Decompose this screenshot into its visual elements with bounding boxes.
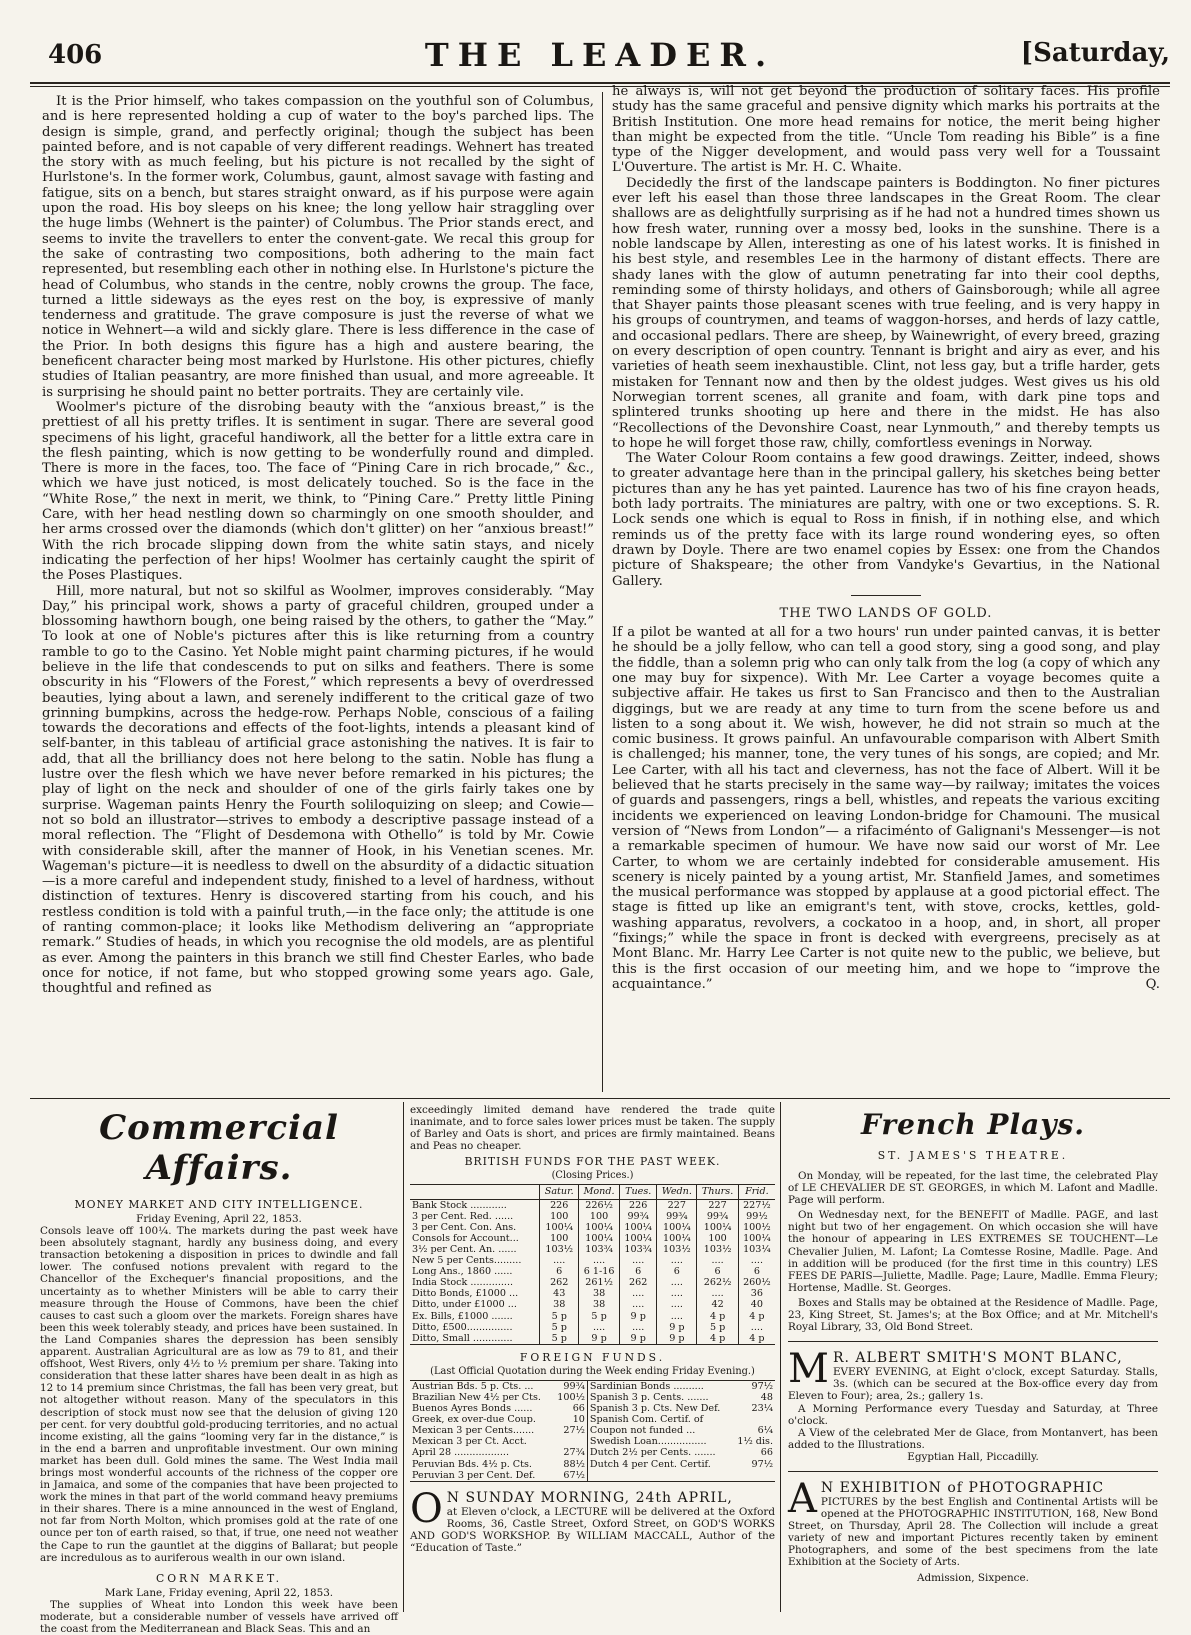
mont-blanc-advert bbox=[788, 1346, 1158, 1463]
foreign-fund-name: Greek, ex over-due Coup. bbox=[412, 1414, 536, 1426]
fund-price: 227 bbox=[657, 1199, 697, 1211]
fund-price: .... bbox=[738, 1322, 775, 1333]
foreign-fund-price: 10 bbox=[553, 1414, 588, 1425]
british-funds-body bbox=[410, 1199, 775, 1344]
fund-price: .... bbox=[657, 1311, 697, 1322]
notice-paragraph: On Wednesday next, for the BENEFIT of Madlle. PAGE, and last night but two of her engagement. On which occasion she will have the honour of appearing in LES EXTREMES SE TOUCHENT—Le Chevalier Julien, M. Lafont; La Comtesse Rosine, Madlle. Page. And in addition will be produced (for the first time in this country) LES FEES DE PARIS—Juliette, Madlle. Page; Laure, Madlle. Emma Fleury; Hortense, Madlle. St. Georges. bbox=[788, 1209, 1158, 1294]
foreign-fund-price: 67½ bbox=[553, 1470, 588, 1482]
fund-name: India Stock .............. bbox=[412, 1277, 514, 1289]
fund-price: 40 bbox=[738, 1299, 775, 1310]
fund-price: 100¼ bbox=[540, 1222, 579, 1233]
fund-price: 43 bbox=[540, 1288, 579, 1299]
foreign-fund-name: April 28 .................. bbox=[412, 1447, 509, 1459]
table-row bbox=[410, 1266, 775, 1277]
commercial-title: Commercial Affairs. bbox=[99, 1108, 339, 1188]
foreign-fund-name: Dutch 4 per Cent. Certif. bbox=[589, 1458, 711, 1470]
fund-price: 6 bbox=[657, 1266, 697, 1277]
fund-price: 226 bbox=[540, 1199, 579, 1211]
money-market-date: Friday Evening, April 22, 1853. bbox=[136, 1213, 302, 1225]
fund-name: Ditto Bonds, £1000 ... bbox=[412, 1288, 519, 1300]
fund-price: .... bbox=[738, 1255, 775, 1266]
table-row bbox=[410, 1199, 775, 1211]
table-header-cell: Mond. bbox=[579, 1185, 620, 1199]
fund-price: 6 bbox=[620, 1266, 657, 1277]
foreign-fund-price: 27½ bbox=[553, 1425, 588, 1436]
fund-name: New 5 per Cents......... bbox=[412, 1255, 522, 1267]
notice-paragraph: On Monday, will be repeated, for the last time, the celebrated Play of LE CHEVALIER DE ST. GEORGES, in which M. Lafont and Madlle. Page will perform. bbox=[788, 1170, 1158, 1207]
table-row bbox=[410, 1322, 775, 1333]
section-text: If a pilot be wanted at all for a two hours' run under painted canvas, it is better he should be a jolly fellow, who can tell a good story, sing a good song, and play the fiddle, than a solemn prig who can only talk from the log (a copy of which any one may buy for sixpence). With Mr. Lee Carter a voyage becomes quite a subjective affair. He takes us first to San Francisco and then to the Australian diggings, but we are ready at any time to turn from the scene before us and listen to a song about it. We wish, however, he did not strain so much at the comic business. It grows painful. An unfavourable comparison with Albert Smith is challenged; his manner, tone, the very tunes of his songs, are copied; and Mr. Lee Carter, with all his tact and cleverness, has not the face of Albert. Will it be believed that he starts precisely in the same way—by railway; imitates the voices of guards and passengers, rings a bell, whistles, and repeats the various exciting incidents we experienced on leaving London-bridge for Chamouni. The musical version of “News from London”— a rifaciménto of Galignani's Messenger—is not a remarkable specimen of humour. We have now said our worst of Mr. Lee Carter, to whom we are certainly indebted for considerable amusement. His scenery is nicely painted by a young artist, Mr. Stanfield James, and sometimes the musical performance was stopped by applause at a good pictorial effect. The stage is fitted up like an emigrant's tent, with stove, crocks, kettles, gold-washing apparatus, revolvers, a cockatoo in a hoop, and, in short, all proper “fixings;” while the space in front is decked with evergreens, precisely as at Mont Blanc. Mr. Harry Lee Carter is not quite new to the public, we believe, but this is the first occasion of our meeting him, and we hope to “improve the acquaintance.” bbox=[612, 625, 1160, 992]
fund-price: 261½ bbox=[579, 1277, 620, 1288]
fund-price: .... bbox=[620, 1322, 657, 1333]
fund-price: .... bbox=[620, 1255, 657, 1266]
foreign-fund-price: 99¾ bbox=[553, 1380, 588, 1392]
section-rule bbox=[851, 595, 921, 596]
fund-price: 4 p bbox=[697, 1333, 738, 1345]
fund-price: 100¼ bbox=[657, 1222, 697, 1233]
advert-text: A View of the celebrated Mer de Glace, from Montanvert, has been added to the Illustrations. bbox=[788, 1426, 1158, 1451]
table-header-cell: Frid. bbox=[738, 1185, 775, 1199]
fund-price: 100 bbox=[540, 1233, 579, 1244]
fund-price: 38 bbox=[540, 1299, 579, 1310]
fund-price: 227 bbox=[697, 1199, 738, 1211]
fund-name: 3½ per Cent. An. ...... bbox=[412, 1243, 517, 1255]
advert-initial: M bbox=[788, 1346, 829, 1393]
fund-price: .... bbox=[697, 1255, 738, 1266]
foreign-fund-price: 27¾ bbox=[553, 1447, 588, 1458]
table-row bbox=[410, 1459, 775, 1470]
fund-name: Bank Stock ............ bbox=[412, 1199, 507, 1211]
fund-price: 100¼ bbox=[697, 1222, 738, 1233]
commercial-column bbox=[40, 1104, 398, 1635]
foreign-fund-price: 97½ bbox=[751, 1380, 773, 1392]
money-market-body bbox=[40, 1225, 398, 1564]
funds-column bbox=[410, 1104, 775, 1614]
fund-price: 262½ bbox=[697, 1277, 738, 1288]
french-plays-column bbox=[788, 1104, 1158, 1614]
foreign-funds-subtitle: (Last Official Quotation during the Week ending Friday Evening.) bbox=[430, 1365, 755, 1377]
fund-price: 100½ bbox=[738, 1222, 775, 1233]
fund-price: 99½ bbox=[738, 1211, 775, 1222]
fund-price: .... bbox=[620, 1288, 657, 1299]
foreign-fund-price: 66 bbox=[553, 1403, 588, 1414]
foreign-fund-name: Coupon not funded ... bbox=[589, 1425, 696, 1437]
foreign-fund-price bbox=[732, 1470, 775, 1482]
advert-text: EVERY EVENING, at Eight o'clock, except Saturday. Stalls, 3s. (which can be secured at the Box-office every day from Eleven to Four); area, 2s.; gallery 1s. bbox=[788, 1366, 1158, 1403]
table-row bbox=[410, 1447, 775, 1458]
fund-price: 36 bbox=[738, 1288, 775, 1299]
table-row bbox=[410, 1311, 775, 1322]
foreign-fund-name: Brazilian New 4½ per Cts. bbox=[412, 1391, 541, 1403]
british-funds-subtitle: (Closing Prices.) bbox=[551, 1170, 634, 1182]
column-divider bbox=[403, 1102, 404, 1612]
fund-price: 262 bbox=[620, 1277, 657, 1288]
fund-price: 9 p bbox=[657, 1333, 697, 1345]
table-header-row bbox=[410, 1185, 775, 1199]
fund-price: .... bbox=[579, 1255, 620, 1266]
foreign-fund-price: 66 bbox=[760, 1447, 773, 1459]
fund-price: 6 bbox=[738, 1266, 775, 1277]
advert-rule bbox=[788, 1471, 1158, 1472]
fund-price: .... bbox=[579, 1322, 620, 1333]
fund-price: 9 p bbox=[657, 1322, 697, 1333]
signature: Q. bbox=[1145, 976, 1160, 992]
lecture-initial: O bbox=[410, 1485, 443, 1532]
advert-admission: Admission, Sixpence. bbox=[917, 1571, 1029, 1584]
fund-price: 99¾ bbox=[657, 1211, 697, 1222]
foreign-fund-name: Mexican 3 per Cents....... bbox=[412, 1425, 535, 1437]
advert-initial: A bbox=[788, 1475, 817, 1522]
fund-name: Long Ans., 1860 ...... bbox=[412, 1266, 513, 1278]
table-row bbox=[410, 1425, 775, 1436]
fund-price: 99¾ bbox=[697, 1211, 738, 1222]
article-paragraph: The Water Colour Room contains a few good drawings. Zeitter, indeed, shows to greater advantage here than in the principal gallery, his sketches being better pictures than any he has yet painted. Laurence has two of his fine crayon heads, both lady portraits. The miniatures are paltry, with one or two exceptions. S. R. Lock sends one which is equal to Ross in finish, if in nothing else, and which reminds us of the pretty face with its large round wondering eyes, so often drawn by Doyle. There are two enamel copies by Essex: one from the Chandos picture of Shakspeare; the other from Vandyke's Gevartius, in the National Gallery. bbox=[612, 451, 1160, 589]
fund-name: Ditto, under £1000 ... bbox=[412, 1299, 517, 1311]
article-right-column bbox=[612, 84, 1160, 1094]
corn-market-date: Mark Lane, Friday evening, April 22, 1853. bbox=[104, 1586, 334, 1599]
fund-price: 100¼ bbox=[738, 1233, 775, 1244]
foreign-funds-table bbox=[410, 1380, 775, 1482]
fund-price: .... bbox=[620, 1299, 657, 1310]
fund-price: .... bbox=[657, 1288, 697, 1299]
money-market-title: MONEY MARKET AND CITY INTELLIGENCE. bbox=[74, 1198, 364, 1211]
fund-price: 5 p bbox=[697, 1322, 738, 1333]
table-row bbox=[410, 1333, 775, 1345]
advert-text: PICTURES by the best English and Continental Artists will be opened at the PHOTOGRAPHIC INSTITUTION, 168, New Bond Street, on Thursday, April 28. The Collection will include a great variety of new and important Pictures recently taken by eminent Photographers, and some of the best specimens from the late Exhibition at the Society of Arts. bbox=[788, 1495, 1158, 1569]
fund-name: 3 per Cent. Con. Ans. bbox=[412, 1221, 517, 1233]
french-plays-title: French Plays. bbox=[860, 1108, 1086, 1141]
fund-price: 42 bbox=[697, 1299, 738, 1310]
table-row bbox=[410, 1436, 775, 1447]
section-title: THE TWO LANDS OF GOLD. bbox=[779, 605, 993, 621]
fund-price: 4 p bbox=[738, 1311, 775, 1322]
foreign-fund-name: Mexican 3 per Ct. Acct. bbox=[412, 1436, 527, 1448]
masthead bbox=[30, 36, 1170, 80]
article-paragraph: Decidedly the first of the landscape painters is Boddington. No finer pictures ever left his easel than those three landscapes in the Great Room. The clear shallows are as delightfully surprising as if he had not a hundred times shown us how fresh water, running over a mossy bed, looks in the sunshine. There is a noble landscape by Allen, interesting as one of his latest works. It is finished in his best style, and resembles Lee in the harmony of distant effects. There are shady lanes with the glow of autumn penetrating far into their cool depths, reminding some of thirsty holidays, and others of Gainsborough; while all agree that Shayer paints those pleasant scenes with true feeling, and is very happy in his groups of countrymen, and teams of waggon-horses, and herds of lazy cattle, and occasional pedlars. There are sheep, by Wainewright, of every breed, grazing on every description of open country. Tennant is bright and airy as ever, and his varieties of heath seem inexhaustible. Clint, not less gay, but a trifle harder, gets mistaken for Tennant now and then by the oldest judges. West gives us his old Norwegian torrent scenes, all granite and foam, with dark pine tops and splintered trunks shooting up here and there in the midst. He has also “Recollections of the Devonshire Coast, near Lynmouth,” and thereby tempts us to hope he will forget those raw, chilly, comfortless evenings in Norway. bbox=[612, 175, 1160, 451]
corn-market-body bbox=[40, 1599, 398, 1635]
table-row bbox=[410, 1403, 775, 1414]
table-row bbox=[410, 1211, 775, 1222]
foreign-fund-price: 100½ bbox=[553, 1392, 588, 1403]
lecture-text: at Eleven o'clock, a LECTURE will be delivered at the Oxford Rooms, 36, Castle Street, Oxford Street, on GOD'S WORKS AND GOD'S WORKSHOP. By WILLIAM MACCALL, Author of the “Education of Taste.” bbox=[410, 1505, 775, 1554]
column-divider bbox=[780, 1102, 781, 1612]
foreign-fund-name: Austrian Bds. 5 p. Cts. ... bbox=[412, 1380, 534, 1392]
article-paragraph bbox=[612, 625, 1160, 992]
fund-price: 100¼ bbox=[579, 1222, 620, 1233]
foreign-fund-name bbox=[587, 1470, 732, 1482]
fund-price: .... bbox=[697, 1288, 738, 1299]
theatre-name: ST. JAMES'S THEATRE. bbox=[877, 1149, 1069, 1162]
foreign-fund-price: 97½ bbox=[751, 1458, 773, 1470]
foreign-fund-price: 6¼ bbox=[757, 1425, 773, 1437]
fund-price: .... bbox=[657, 1299, 697, 1310]
advert-heading: N EXHIBITION of PHOTOGRAPHIC bbox=[820, 1479, 1105, 1496]
fund-price: 5 p bbox=[579, 1311, 620, 1322]
fund-price: 103¾ bbox=[579, 1244, 620, 1255]
money-market-text: Consols leave off 100¼. The markets during the past week have been absolutely stagnant, hardly any business doing, and every transaction betokening a disposition in prices to dwindle and fall lower. The confused notions prevalent with regard to the Chancellor of the Exchequer's financial propositions, and the uncertainty as to whether Ministers will be able to carry their measure through the House of Commons, have been the chief causes to cast such a gloom over the markets. Foreign shares have been this week tolerably steady, and prices have been sustained. In the Land Companies shares the depression has been sensibly apparent. Australian Agricultural are as low as 79 to 81, and their offshoot, West Rivers, only 4½ to ½ premium per share. Taking into consideration that these latter shares have been dealt in as high as 12 to 14 premium since Christmas, the fall has been very great, but not altogether without reason. Many of the speculators in this description of stock must now see that the delusion of giving 120 per cent. for very doubtful gold-producing territories, and no actual income existing, all the gains “looming very far in the distance,” is in the end a barren and unprofitable investment. Our own mining market has been dull. Gold mines the same. The West India mail brings most wonderful accounts of the richness of the copper ore in Jamaica, and some of the companies that have been projected to work the mines in that part of the world command heavy premiums in their shares. There is a mine announced in the west of England, not far from North Molton, which promises gold at the rate of one ounce per ton of earth raised, so that, if true, one need not weather the Cape to run the gauntlet at the diggins of Ballarat; but people are incredulous as to auriferous wealth in our own island. bbox=[40, 1225, 398, 1564]
fund-price: .... bbox=[657, 1255, 697, 1266]
foreign-fund-price: 88½ bbox=[553, 1459, 588, 1470]
fund-price: 4 p bbox=[697, 1311, 738, 1322]
article-left-column bbox=[42, 94, 594, 1088]
notice-paragraph: Boxes and Stalls may be obtained at the Residence of Madlle. Page, 23, King Street, St. James's; at the Box Office; and at Mr. Mitchell's Royal Library, 33, Old Bond Street. bbox=[788, 1296, 1158, 1334]
foreign-fund-price bbox=[553, 1436, 588, 1447]
funds-intro-text: exceedingly limited demand have rendered the trade quite inanimate, and to force sales lower prices must be taken. The supply of Barley and Oats is short, and prices are firmly maintained. Beans and Peas no cheaper. bbox=[410, 1104, 775, 1153]
corn-market-title: CORN MARKET. bbox=[155, 1571, 283, 1585]
photographic-advert bbox=[788, 1475, 1158, 1584]
advert-place: Egyptian Hall, Piccadilly. bbox=[907, 1450, 1039, 1463]
lecture-advert bbox=[410, 1485, 775, 1554]
table-header-cell: Wedn. bbox=[657, 1185, 697, 1199]
fund-price: 38 bbox=[579, 1299, 620, 1310]
fund-price: 9 p bbox=[620, 1311, 657, 1322]
fund-price: 100¼ bbox=[579, 1233, 620, 1244]
fund-price: 227½ bbox=[738, 1199, 775, 1211]
corn-market-text: The supplies of Wheat into London this week have been moderate, but a considerable number of vessels have arrived off the coast from the Mediterranean and Black Seas. This and an bbox=[40, 1598, 398, 1635]
fund-name: Ex. Bills, £1000 ....... bbox=[412, 1310, 513, 1322]
article-paragraph: he always is, will not get beyond the production of solitary faces. His profile study has the same graceful and pensive dignity which marks his portraits at the British Institution. One more head remains for notice, the merit being higher than might be expected from the title. “Uncle Tom reading his Bible” is a fine type of the Nigger development, and would pass very well for a Toussaint L'Ouverture. The artist is Mr. H. C. Whaite. bbox=[612, 84, 1160, 176]
article-paragraph: It is the Prior himself, who takes compassion on the youthful son of Columbus, and is here represented holding a cup of water to the boy's parched lips. The design is simple, grand, and perfectly original; though the subject has been painted before, and is not capable of very different readings. Wehnert has treated the story with as much feeling, but his picture is not recalled by the sight of Hurlstone's. In the former work, Columbus, gaunt, almost savage with fasting and fatigue, sits on a bench, but stares straight onward, as if his purpose were again upon the road. His boy sleeps on his knee; the long yellow hair straggling over the huge limbs (Wehnert is the painter) of Columbus. The Prior stands erect, and seems to invite the travellers to enter the convent-gate. We recal this group for the sake of contrasting two compositions, both adhering to the main fact represented, but resembling each other in nothing else. In Hurlstone's picture the head of Columbus, who stands in the centre, nobly crowns the group. The face, turned a little sideways as the eyes rest on the boy, is expressive of manly tenderness and gratitude. The grave composure is just the reverse of what we notice in Wehnert—a wild and sickly glare. There is less difference in the case of the Prior. In both designs this figure has a high and austere bearing, the beneficent character being most marked by Hurlstone. His other pictures, chiefly studies of Italian peasantry, are more finished than usual, and more agreeable. It is surprising he should paint no better portraits. They are certainly vile. bbox=[42, 94, 594, 400]
fund-price: 103½ bbox=[540, 1244, 579, 1255]
lecture-heading: N SUNDAY MORNING, 24th APRIL, bbox=[446, 1489, 733, 1506]
fund-price: 262 bbox=[540, 1277, 579, 1288]
table-header-cell: Thurs. bbox=[697, 1185, 738, 1199]
foreign-fund-name: Spanish Com. Certif. of bbox=[589, 1414, 704, 1426]
table-row bbox=[410, 1299, 775, 1310]
fund-price: 5 p bbox=[540, 1311, 579, 1322]
foreign-fund-price: 48 bbox=[760, 1391, 773, 1403]
bottom-section-rule bbox=[30, 1098, 1170, 1099]
paper-title: THE LEADER. bbox=[424, 36, 776, 74]
fund-price: 103½ bbox=[697, 1244, 738, 1255]
foreign-fund-name: Spanish 3 p. Cts. New Def. bbox=[589, 1403, 721, 1415]
foreign-fund-name: Sardinian Bonds .......... bbox=[589, 1380, 704, 1392]
fund-price: 5 p bbox=[540, 1322, 579, 1333]
foreign-fund-name: Buenos Ayres Bonds ...... bbox=[412, 1403, 533, 1415]
table-header-cell: Tues. bbox=[620, 1185, 657, 1199]
theatre-notices bbox=[788, 1170, 1158, 1333]
table-row bbox=[410, 1288, 775, 1299]
table-row bbox=[410, 1233, 775, 1244]
table-header-cell: Satur. bbox=[540, 1185, 579, 1199]
article-paragraph: Hill, more natural, but not so skilful as Woolmer, improves considerably. “May Day,” his principal work, shows a party of graceful children, grouped under a blossoming hawthorn bough, one being raised by the others, to gather the “May.” To look at one of Noble's pictures after this is like returning from a country ramble to go to the Casino. Yet Noble might paint charming pictures, if he would believe in the life that condescends to put on silks and feathers. There is some obscurity in his “Flowers of the Forest,” which represents a bevy of overdressed beauties, lying about a lawn, and serenely indifferent to the critical gaze of two grinning bumpkins, across the hedge-row. Perhaps Noble, conscious of a failing towards the decorations and effects of the foot-lights, intends a pleasant kind of self-banter, in this tableau of artificial grace astonishing the natives. It is fair to add, that all the brilliancy does not here belong to the satin. Noble has flung a lustre over the flesh which we have never before remarked in his pictures; the play of light on the neck and shoulder of one of the girls fairly takes one by surprise. Wageman paints Henry the Fourth soliloquizing on sleep; and Cowie—not so bold an illustrator—strives to embody a descriptive passage instead of a moral reflection. The “Flight of Desdemona with Othello” is told by Mr. Cowie with considerable skill, after the manner of Hook, in his Venetian scenes. Mr. Wageman's picture—it is needless to dwell on the absurdity of a didactic situation—is a more careful and independent study, finished to a level of hardness, without distinction of textures. Henry is discovered starting from his couch, and his restless condition is told with a painful truth,—in the face only; the attitude is one of ranting common-place; it looks like Methodism delivering an “appropriate remark.” Studies of heads, in which you recognise the old models, are as plentiful as ever. Among the painters in this branch we still find Chester Earles, who bade once for notice, if not fame, but who stopped growing some years ago. Gale, thoughtful and refined as bbox=[42, 583, 594, 997]
fund-price: 100 bbox=[579, 1211, 620, 1222]
advert-text: A Morning Performance every Tuesday and Saturday, at Three o'clock. bbox=[788, 1402, 1158, 1427]
column-divider bbox=[602, 92, 603, 1092]
table-row bbox=[410, 1222, 775, 1233]
fund-price: 4 p bbox=[738, 1333, 775, 1345]
fund-price: .... bbox=[657, 1277, 697, 1288]
fund-price: 38 bbox=[579, 1288, 620, 1299]
fund-price: .... bbox=[540, 1255, 579, 1266]
fund-name: 3 per Cent. Red. ...... bbox=[412, 1210, 514, 1222]
fund-price: 100 bbox=[697, 1233, 738, 1244]
british-funds-title: BRITISH FUNDS FOR THE PAST WEEK. bbox=[464, 1155, 721, 1169]
fund-price: 100¼ bbox=[620, 1222, 657, 1233]
foreign-fund-price: 23¼ bbox=[751, 1403, 773, 1415]
fund-price: 103½ bbox=[657, 1244, 697, 1255]
fund-price: 260½ bbox=[738, 1277, 775, 1288]
fund-price: 6 1-16 bbox=[579, 1266, 620, 1277]
table-header-cell bbox=[410, 1185, 540, 1199]
table-row bbox=[410, 1244, 775, 1255]
foreign-fund-name: Peruvian Bds. 4½ p. Cts. bbox=[412, 1458, 532, 1470]
fund-name: Ditto, £500............... bbox=[412, 1321, 513, 1333]
fund-price: 6 bbox=[697, 1266, 738, 1277]
fund-price: 100¼ bbox=[657, 1233, 697, 1244]
fund-price: 103¾ bbox=[620, 1244, 657, 1255]
fund-price: 9 p bbox=[579, 1333, 620, 1345]
page-number: 406 bbox=[48, 40, 103, 70]
advert-rule bbox=[788, 1341, 1158, 1342]
table-row bbox=[410, 1414, 775, 1425]
foreign-funds-body bbox=[410, 1380, 775, 1481]
foreign-fund-name: Dutch 2½ per Cents. ....... bbox=[589, 1447, 716, 1459]
fund-price: 226 bbox=[620, 1199, 657, 1211]
foreign-fund-price: 1½ dis. bbox=[737, 1436, 773, 1448]
foreign-fund-name: Spanish 3 p. Cents. ....... bbox=[589, 1391, 709, 1403]
table-row bbox=[410, 1255, 775, 1266]
fund-price: 226½ bbox=[579, 1199, 620, 1211]
fund-name: Ditto, Small ............. bbox=[412, 1332, 513, 1344]
fund-price: 9 p bbox=[620, 1333, 657, 1345]
fund-price: 103¼ bbox=[738, 1244, 775, 1255]
funds-intro bbox=[410, 1104, 775, 1152]
advert-heading: R. ALBERT SMITH'S MONT BLANC, bbox=[832, 1350, 1123, 1367]
table-row bbox=[410, 1277, 775, 1288]
fund-price: 5 p bbox=[540, 1333, 579, 1345]
table-row bbox=[410, 1380, 775, 1392]
fund-price: 100¼ bbox=[620, 1233, 657, 1244]
foreign-funds-title: FOREIGN FUNDS. bbox=[519, 1350, 666, 1364]
article-paragraph: Woolmer's picture of the disrobing beauty with the “anxious breast,” is the prettiest of all his pretty trifles. It is sentiment in sugar. There are several good specimens of his light, graceful handiwork, all the better for a little extra care in the flesh painting, which is now getting to be wonderfully round and dimpled. There is more in the faces, too. The face of “Pining Care in rich brocade,” &c., which we have just noticed, is most delicately touched. So is the face in the “White Rose,” the next in merit, we think, to “Pining Care.” Pretty little Pining Care, with her head nestling down so charmingly on one smooth shoulder, and her arms crossed over the diamonds (which don't glitter) on her “anxious breast!” With the rich brocade slipping down from the white satin stays, and nicely indicating the perfection of her hips! Woolmer has certainly caught the spirit of the Poses Plastiques. bbox=[42, 399, 594, 584]
fund-price: 100 bbox=[540, 1211, 579, 1222]
british-funds-table bbox=[410, 1184, 775, 1344]
table-row bbox=[410, 1392, 775, 1403]
foreign-fund-name: Peruvian 3 per Cent. Def. bbox=[412, 1469, 536, 1481]
foreign-fund-price bbox=[732, 1414, 775, 1425]
issue-day: [Saturday, bbox=[1020, 38, 1170, 68]
fund-price: 99¾ bbox=[620, 1211, 657, 1222]
fund-price: 6 bbox=[540, 1266, 579, 1277]
foreign-fund-name: Swedish Loan................ bbox=[589, 1436, 707, 1448]
fund-name: Consols for Account... bbox=[412, 1232, 519, 1244]
table-row bbox=[410, 1470, 775, 1482]
